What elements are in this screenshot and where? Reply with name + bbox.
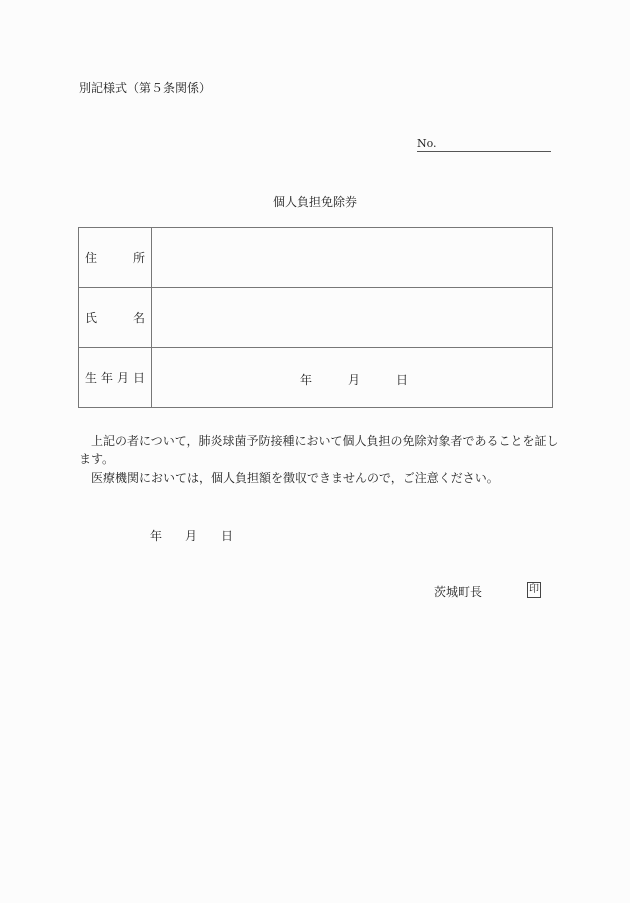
name-label-left: 氏 [85, 311, 98, 325]
document-title: 個人負担免除券 [272, 195, 357, 209]
birthdate-label-char: 年 [100, 371, 113, 385]
address-label-cell [79, 228, 152, 288]
birthdate-label-char: 月 [116, 371, 129, 385]
issue-month-label: 月 [185, 529, 198, 543]
applicant-table [78, 227, 553, 408]
birthdate-field[interactable] [152, 348, 553, 408]
birth-day-label: 日 [396, 372, 409, 387]
name-field[interactable] [152, 288, 553, 348]
address-field[interactable] [152, 228, 553, 288]
issuer-name: 茨城町長 [434, 585, 483, 599]
table-row-birthdate [79, 348, 553, 408]
birthdate-label-char: 日 [132, 371, 145, 385]
address-label-right: 所 [132, 251, 145, 265]
table-row-address [79, 228, 553, 288]
certification-text-continued: ます。 [79, 452, 115, 466]
number-field[interactable] [417, 138, 551, 152]
name-label-cell [79, 288, 152, 348]
birthdate-label-char: 生 [85, 371, 98, 385]
issue-year-label: 年 [150, 529, 163, 543]
number-label: No. [417, 137, 437, 150]
name-label-right: 名 [132, 311, 145, 325]
issue-day-label: 日 [221, 529, 234, 543]
notice-text: 医療機関においては，個人負担額を徴収できませんので，ご注意ください。 [91, 471, 499, 485]
address-label-left: 住 [85, 251, 98, 265]
certification-text: 上記の者について，肺炎球菌予防接種において個人負担の免除対象者であることを証し [91, 434, 559, 448]
birth-year-label: 年 [300, 372, 313, 387]
table-row-name [79, 288, 553, 348]
birth-month-label: 月 [348, 372, 361, 387]
birthdate-label-cell [79, 348, 152, 408]
form-label: 別記様式（第５条関係） [79, 81, 212, 95]
seal-icon: 印 [527, 582, 541, 598]
